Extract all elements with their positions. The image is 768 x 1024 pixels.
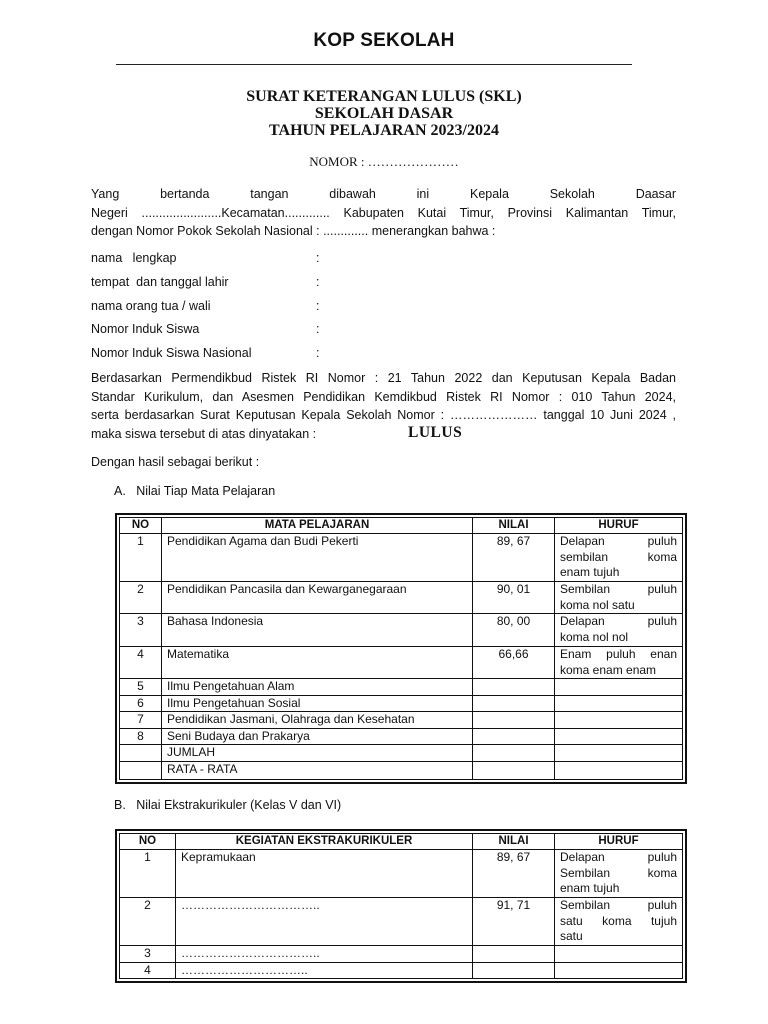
row-subject: Bahasa Indonesia	[162, 614, 473, 647]
row-huruf	[555, 728, 683, 745]
row-nilai	[473, 946, 555, 963]
extracurricular-table	[115, 829, 687, 983]
doc-title-line2: SEKOLAH DASAR	[314, 105, 454, 122]
section-a-title: A. Nilai Tiap Mata Pelajaran	[114, 484, 276, 498]
row-no: 4	[120, 647, 162, 679]
table-header-row	[120, 518, 683, 534]
row-huruf	[555, 647, 683, 679]
field-colon: :	[316, 299, 320, 313]
table-row	[120, 728, 683, 745]
row-nilai	[473, 679, 555, 696]
row-subject: Pendidikan Agama dan Budi Pekerti	[162, 534, 473, 582]
table-row	[120, 850, 683, 898]
row-no: 1	[120, 850, 176, 898]
field-label-nis: Nomor Induk Siswa	[91, 322, 200, 336]
huruf-line: koma nol satu	[560, 597, 635, 612]
table-header-row	[120, 834, 683, 850]
table-row	[120, 962, 683, 979]
row-no: 3	[120, 614, 162, 647]
col-header-activity: KEGIATAN EKSTRAKURIKULER	[176, 834, 473, 850]
row-nilai: 90, 01	[473, 582, 555, 614]
row-no: 8	[120, 728, 162, 745]
row-subject: RATA - RATA	[162, 761, 473, 779]
col-header-nilai: NILAI	[473, 834, 555, 850]
row-no: 7	[120, 712, 162, 729]
row-no: 2	[120, 898, 176, 946]
row-huruf	[555, 946, 683, 963]
field-colon: :	[316, 251, 320, 265]
huruf-line: Sembilan puluh	[560, 898, 677, 912]
intro-paragraph	[91, 185, 676, 241]
row-nilai: 66,66	[473, 647, 555, 679]
doc-title-line3: TAHUN PELAJARAN 2023/2024	[269, 122, 499, 139]
row-nilai	[473, 761, 555, 779]
col-header-huruf: HURUF	[555, 834, 683, 850]
row-activity: Kepramukaan	[176, 850, 473, 898]
table-row-total	[120, 745, 683, 762]
row-nilai	[473, 712, 555, 729]
row-subject: Ilmu Pengetahuan Alam	[162, 679, 473, 696]
row-huruf	[555, 962, 683, 979]
field-label-parent: nama orang tua / wali	[91, 299, 211, 313]
field-colon: :	[316, 346, 320, 360]
table-row	[120, 614, 683, 647]
table-row	[120, 946, 683, 963]
row-huruf	[555, 745, 683, 762]
field-label-name: nama lengkap	[91, 251, 177, 265]
row-no: 2	[120, 582, 162, 614]
table-row	[120, 534, 683, 582]
table-row	[120, 647, 683, 679]
basis-line-3: serta berdasarkan Surat Keputusan Kepala Sekolah Nomor : ………………… tanggal 10 Juni 2024 ,	[91, 408, 676, 422]
intro-line-3: dengan Nomor Pokok Sekolah Nasional : ............. menerangkan bahwa :	[91, 224, 496, 238]
row-huruf	[555, 614, 683, 647]
basis-paragraph	[91, 369, 676, 443]
row-nilai	[473, 695, 555, 712]
huruf-line: enam tujuh	[560, 881, 620, 895]
row-nilai	[473, 728, 555, 745]
huruf-line: Enam puluh enan	[560, 647, 677, 661]
row-no: 1	[120, 534, 162, 582]
basis-line-2: Standar Kurikulum, dan Asesmen Pendidikan Kemdikbud Ristek RI Nomor : 010 Tahun 2024,	[91, 389, 676, 404]
huruf-line: Sembilan puluh	[560, 582, 677, 596]
huruf-line: koma nol nol	[560, 629, 629, 644]
intro-line-2: Negeri .......................Kecamatan............. Kabupaten Kutai Timur, Provinsi Kalimantan Timur,	[91, 205, 676, 220]
row-huruf	[555, 679, 683, 696]
letterhead-title: KOP SEKOLAH	[313, 30, 455, 51]
col-header-nilai: NILAI	[473, 518, 555, 534]
row-huruf	[555, 761, 683, 779]
row-no: 6	[120, 695, 162, 712]
row-no	[120, 761, 162, 779]
row-subject: Pendidikan Jasmani, Olahraga dan Kesehatan	[162, 712, 473, 729]
row-nilai: 89, 67	[473, 534, 555, 582]
huruf-line: Sembilan koma	[560, 865, 677, 880]
row-subject: JUMLAH	[162, 745, 473, 762]
col-header-subject: MATA PELAJARAN	[162, 518, 473, 534]
row-huruf	[555, 582, 683, 614]
basis-line-4: maka siswa tersebut di atas dinyatakan :	[91, 426, 317, 441]
row-subject: Matematika	[162, 647, 473, 679]
row-huruf	[555, 850, 683, 898]
row-nilai	[473, 745, 555, 762]
col-header-no: NO	[120, 518, 162, 534]
row-nilai: 80, 00	[473, 614, 555, 647]
letterhead-divider	[116, 64, 632, 65]
table-row	[120, 582, 683, 614]
results-intro: Dengan hasil sebagai berikut :	[91, 455, 260, 469]
huruf-line: Delapan puluh	[560, 850, 677, 864]
field-colon: :	[316, 275, 320, 289]
row-subject: Ilmu Pengetahuan Sosial	[162, 695, 473, 712]
row-no: 3	[120, 946, 176, 963]
huruf-line: satu	[560, 929, 583, 943]
field-label-nisn: Nomor Induk Siswa Nasional	[91, 346, 252, 360]
table-row-average	[120, 761, 683, 779]
graduation-result: LULUS	[408, 424, 463, 441]
row-no: 5	[120, 679, 162, 696]
huruf-line: enam tujuh	[560, 565, 620, 579]
doc-number: NOMOR : …………………	[309, 154, 459, 169]
row-subject: Seni Budaya dan Prakarya	[162, 728, 473, 745]
table-row	[120, 695, 683, 712]
field-label-birth: tempat dan tanggal lahir	[91, 275, 229, 289]
row-nilai	[473, 962, 555, 979]
table-row	[120, 679, 683, 696]
row-no	[120, 745, 162, 762]
subjects-table	[115, 513, 687, 784]
row-no: 4	[120, 962, 176, 979]
row-nilai: 89, 67	[473, 850, 555, 898]
basis-line-1: Berdasarkan Permendikbud Ristek RI Nomor : 21 Tahun 2022 dan Keputusan Kepala Badan	[91, 371, 676, 385]
doc-title-line1: SURAT KETERANGAN LULUS (SKL)	[246, 88, 522, 105]
field-colon: :	[316, 322, 320, 336]
huruf-line: sembilan koma	[560, 549, 677, 564]
row-huruf	[555, 712, 683, 729]
section-b-title: B. Nilai Ekstrakurikuler (Kelas V dan VI)	[114, 798, 342, 812]
row-nilai: 91, 71	[473, 898, 555, 946]
row-activity: …………………………..	[176, 962, 473, 979]
row-subject: Pendidikan Pancasila dan Kewarganegaraan	[162, 582, 473, 614]
col-header-huruf: HURUF	[555, 518, 683, 534]
row-huruf	[555, 534, 683, 582]
row-huruf	[555, 695, 683, 712]
row-huruf	[555, 898, 683, 946]
huruf-line: Delapan puluh	[560, 614, 677, 628]
table-row	[120, 712, 683, 729]
huruf-line: Delapan puluh	[560, 534, 677, 548]
col-header-no: NO	[120, 834, 176, 850]
huruf-line: satu koma tujuh	[560, 913, 677, 928]
row-activity: ……………………………..	[176, 898, 473, 946]
huruf-line: koma enam enam	[560, 662, 657, 677]
intro-line-1: Yang bertanda tangan dibawah ini Kepala Sekolah Daasar	[91, 187, 676, 201]
row-activity: ……………………………..	[176, 946, 473, 963]
table-row	[120, 898, 683, 946]
